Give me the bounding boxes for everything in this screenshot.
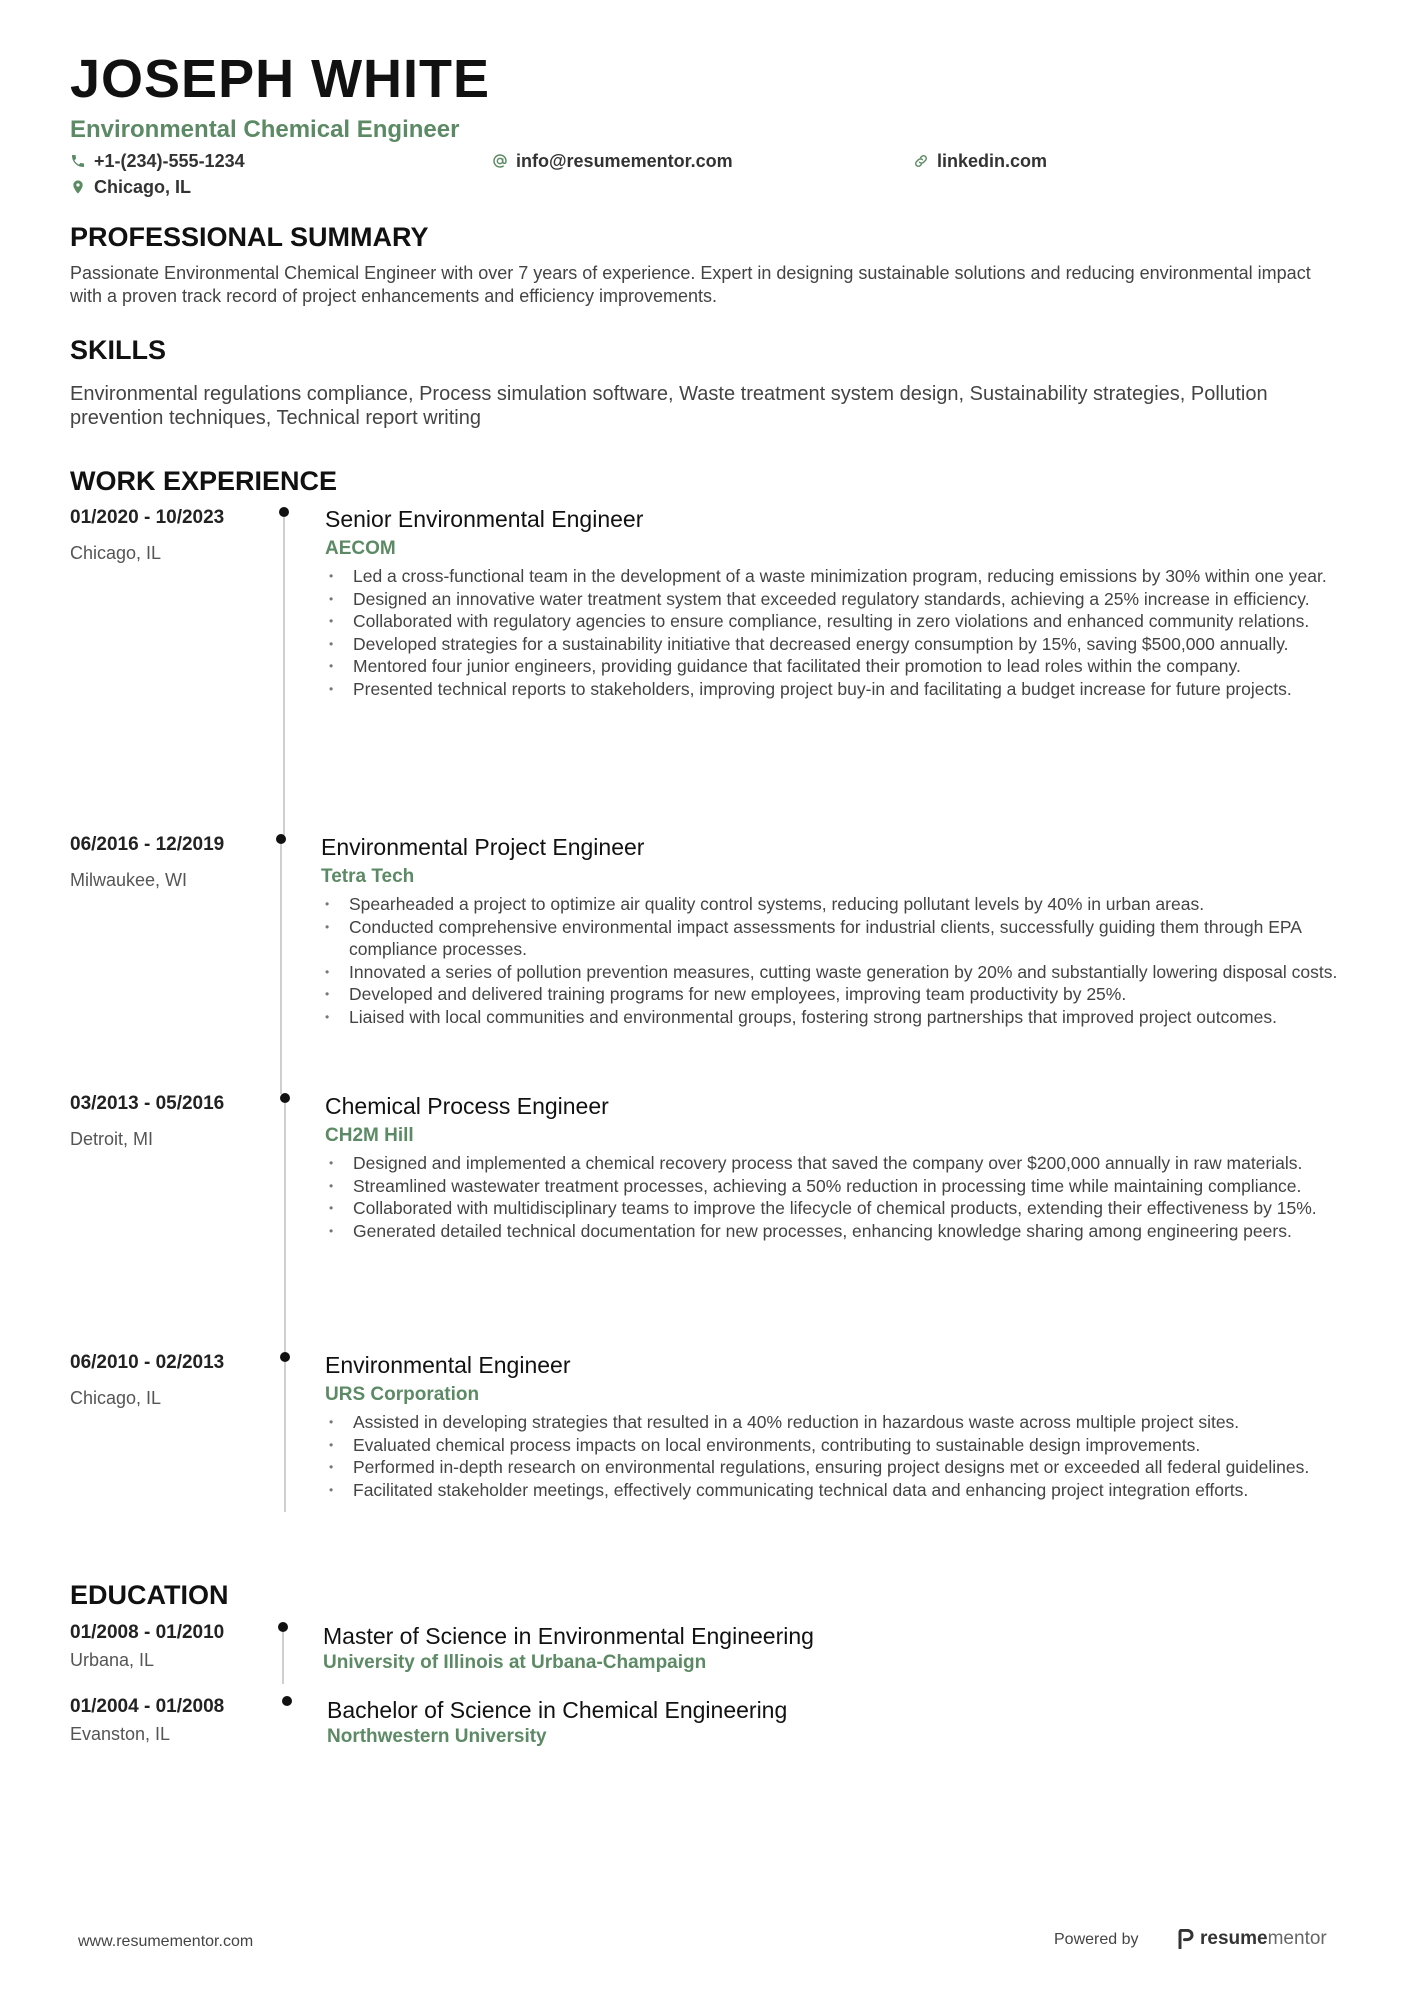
job-location: Milwaukee, WI [70,870,188,890]
education-location: Urbana, IL [70,1650,155,1670]
timeline-dot [279,507,289,517]
timeline-line [284,1103,286,1353]
job-bullets [321,893,1346,1028]
timeline-dot [282,1696,292,1706]
job-bullets [325,565,1350,700]
timeline-line [284,1362,286,1512]
job-role: Environmental Project Engineer [321,834,645,860]
phone-icon [70,153,86,169]
candidate-title: Environmental Chemical Engineer [70,116,460,143]
education-heading: EDUCATION [70,1580,229,1610]
job-dates: 03/2013 - 05/2016 [70,1093,225,1114]
education-location: Evanston, IL [70,1724,171,1744]
contact-email[interactable] [492,152,733,170]
job-dates: 06/2016 - 12/2019 [70,834,225,855]
job-bullet: • Mentored four junior engineers, providing guidance that facilitated their promotion to lead roles within the company. [325,655,1350,678]
location-pin-icon [70,179,86,195]
email-text: info@resumementor.com [516,151,733,171]
job-bullet: • Conducted comprehensive environmental impact assessments for industrial clients, successfully guiding them through EPA compliance processes. [321,916,1346,961]
job-content [325,1092,1350,1242]
job-bullet: • Designed an innovative water treatment system that exceeded regulatory standards, achieving a 25% increase in efficiency. [325,588,1350,611]
job-dates: 01/2020 - 10/2023 [70,507,225,528]
timeline-line [282,1632,284,1684]
timeline-dot [276,834,286,844]
job-bullet: • Streamlined wastewater treatment processes, achieving a 50% reduction in processing time while maintaining compliance. [325,1175,1350,1198]
footer-brand-logo[interactable] [1178,1928,1327,1950]
job-bullet: • Facilitated stakeholder meetings, effectively communicating technical data and enhancing project integration efforts. [325,1479,1350,1502]
education-school: University of Illinois at Urbana-Champaign [323,1652,707,1673]
job-content [325,505,1350,700]
job-bullet: • Collaborated with multidisciplinary teams to improve the lifecycle of chemical products, extending their effectiveness by 15%. [325,1197,1350,1220]
phone-text: +1-(234)-555-1234 [94,151,245,171]
job-bullet: • Performed in-depth research on environmental regulations, ensuring project designs met or exceeded all federal guidelines. [325,1456,1350,1479]
job-bullet: • Innovated a series of pollution prevention measures, cutting waste generation by 20% and substantially lowering disposal costs. [321,961,1346,984]
timeline-dot [280,1352,290,1362]
job-location: Chicago, IL [70,543,162,563]
job-bullet: • Liaised with local communities and environmental groups, fostering strong partnerships that improved project outcomes. [321,1006,1346,1029]
skills-heading: SKILLS [70,335,167,365]
education-school: Northwestern University [327,1726,547,1747]
job-bullet: • Presented technical reports to stakeholders, improving project buy-in and facilitating a budget increase for future projects. [325,678,1350,701]
job-location: Detroit, MI [70,1129,154,1149]
footer-powered-by: Powered by [1054,1931,1139,1948]
at-icon [492,153,508,169]
candidate-name: JOSEPH WHITE [70,49,491,109]
brand-text-b: mentor [1267,1928,1327,1949]
job-bullets [325,1152,1350,1242]
job-bullet: • Spearheaded a project to optimize air quality control systems, reducing pollutant levels by 40% in urban areas. [321,893,1346,916]
link-icon [913,153,929,169]
summary-heading: PROFESSIONAL SUMMARY [70,222,429,252]
skills-text: Environmental regulations compliance, Process simulation software, Waste treatment system design, Sustainability strategies, Pollution prevention techniques, Technical report writing [70,383,1268,429]
job-content [325,1351,1350,1501]
brand-text-a: resume [1200,1928,1268,1949]
summary-text: Passionate Environmental Chemical Engineer with over 7 years of experience. Expert in designing sustainable solutions and reducing environmental impact with a proven track record of project enhancements and efficiency improvements. [70,263,1311,306]
job-company: Tetra Tech [321,866,415,887]
job-location: Chicago, IL [70,1388,162,1408]
timeline-line [280,844,282,1094]
job-bullets [325,1411,1350,1501]
job-role: Chemical Process Engineer [325,1093,609,1119]
job-bullet: • Developed strategies for a sustainability initiative that decreased energy consumption by 15%, saving $500,000 annually. [325,633,1350,656]
education-dates: 01/2008 - 01/2010 [70,1622,225,1643]
resumementor-logo-icon [1178,1929,1194,1949]
job-bullet: • Collaborated with regulatory agencies to ensure compliance, resulting in zero violations and enhanced community relations. [325,610,1350,633]
linkedin-text: linkedin.com [937,151,1048,171]
job-content [321,833,1346,1028]
job-bullet: • Generated detailed technical documentation for new processes, enhancing knowledge sharing among engineering peers. [325,1220,1350,1243]
job-bullet: • Assisted in developing strategies that resulted in a 40% reduction in hazardous waste across multiple project sites. [325,1411,1350,1434]
contact-phone[interactable] [70,152,245,170]
job-company: CH2M Hill [325,1125,414,1146]
job-bullet: • Developed and delivered training programs for new employees, improving team productivity by 25%. [321,983,1346,1006]
timeline-dot [280,1093,290,1103]
job-bullet: • Led a cross-functional team in the development of a waste minimization program, reducing emissions by 30% within one year. [325,565,1350,588]
job-dates: 06/2010 - 02/2013 [70,1352,225,1373]
job-role: Environmental Engineer [325,1352,571,1378]
timeline-line [283,517,285,835]
contact-linkedin[interactable] [913,152,1047,170]
education-dates: 01/2004 - 01/2008 [70,1696,225,1717]
education-degree: Master of Science in Environmental Engineering [323,1623,814,1649]
job-bullet: • Designed and implemented a chemical recovery process that saved the company over $200,000 annually in raw materials. [325,1152,1350,1175]
job-role: Senior Environmental Engineer [325,506,644,532]
location-text: Chicago, IL [94,177,192,197]
timeline-dot [278,1622,288,1632]
contact-location [70,178,191,196]
job-bullet: • Evaluated chemical process impacts on local environments, contributing to sustainable design improvements. [325,1434,1350,1457]
experience-heading: WORK EXPERIENCE [70,466,338,496]
job-company: URS Corporation [325,1384,480,1405]
job-company: AECOM [325,538,396,559]
education-degree: Bachelor of Science in Chemical Engineering [327,1697,788,1723]
footer-website-link[interactable]: www.resumementor.com [78,1933,254,1950]
